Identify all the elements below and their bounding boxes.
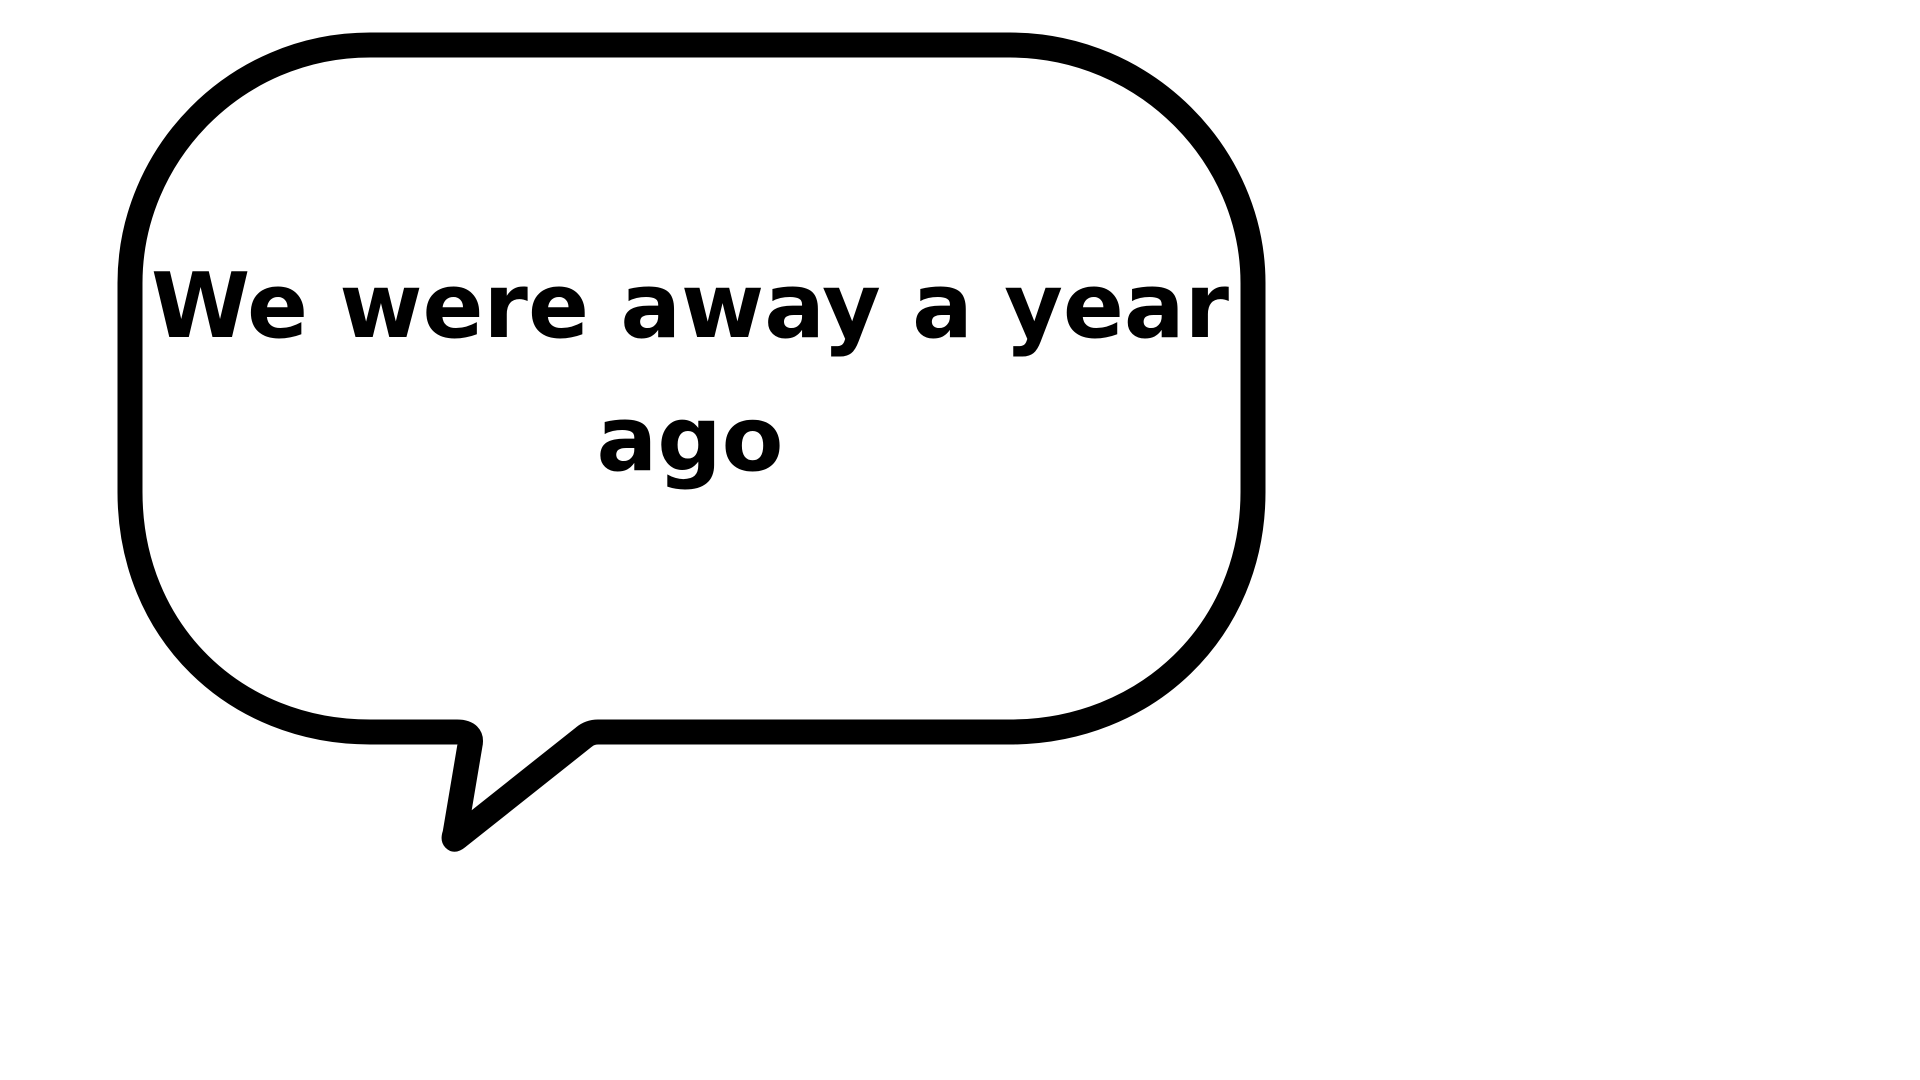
speech-bubble-text: We were away a year ago [150,254,1230,492]
